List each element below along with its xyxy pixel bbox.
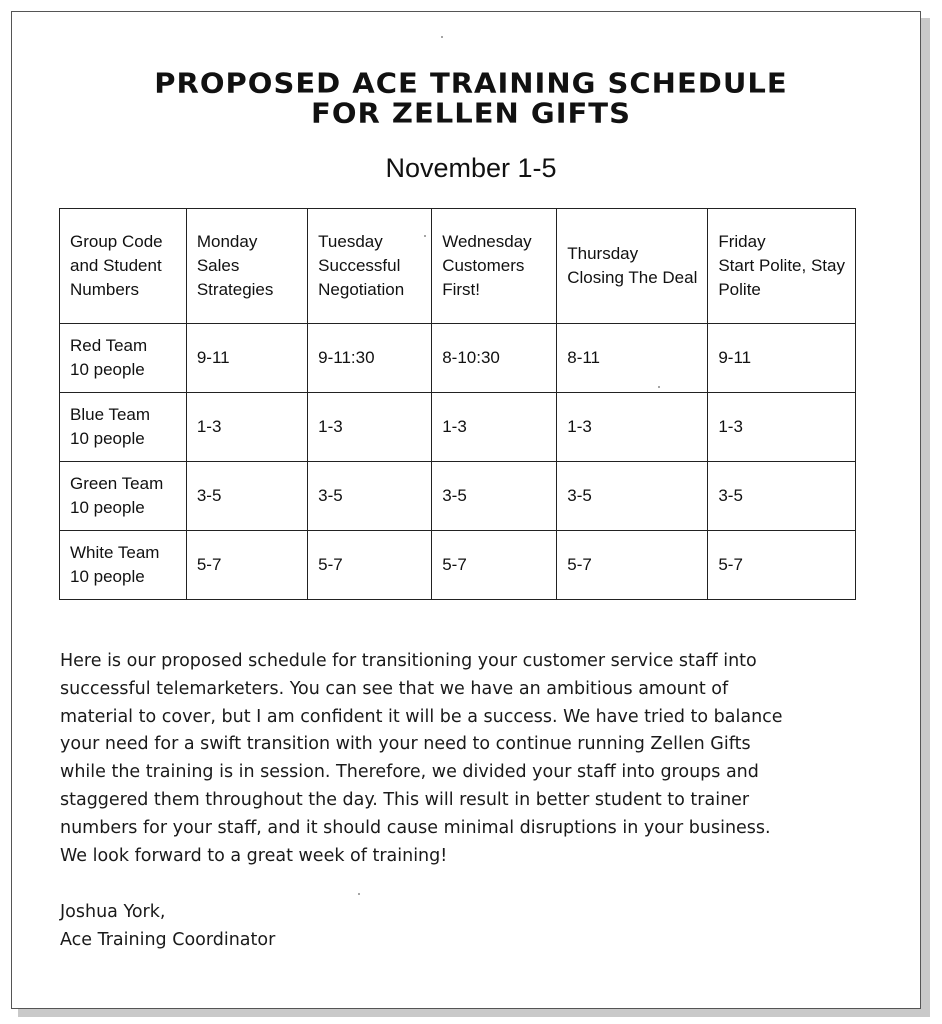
speck — [358, 893, 360, 895]
table-row — [60, 462, 856, 531]
signature-name: Joshua York, — [60, 902, 166, 922]
group-name: Blue Team — [70, 405, 151, 424]
date-range: November 1-5 — [385, 153, 557, 183]
time-cell: 3-5 — [432, 462, 557, 531]
header-line: Customers — [442, 256, 525, 275]
time-cell: 8-11 — [557, 324, 708, 393]
speck — [441, 36, 443, 38]
header-line: Negotiation — [318, 280, 405, 299]
header-tuesday — [308, 209, 432, 324]
header-friday — [708, 209, 856, 324]
paragraph-line: your need for a swift transition with your need to continue running Zellen Gifts — [60, 734, 751, 755]
time-cell: 3-5 — [708, 462, 856, 531]
table-row — [60, 531, 856, 600]
group-size: 10 people — [70, 498, 145, 517]
group-size: 10 people — [70, 360, 145, 379]
header-line: Monday — [196, 232, 258, 251]
time-cell: 8-10:30 — [432, 324, 557, 393]
header-line: First! — [442, 280, 480, 299]
group-size: 10 people — [70, 567, 145, 586]
header-thursday — [557, 209, 708, 324]
header-wednesday — [432, 209, 557, 324]
header-line: Tuesday — [318, 232, 383, 251]
time-cell: 9-11 — [708, 324, 856, 393]
header-line: and Student — [70, 256, 162, 275]
group-cell — [60, 324, 187, 393]
group-name: White Team — [70, 543, 160, 562]
header-line: Successful — [318, 256, 401, 275]
time-cell: 5-7 — [186, 531, 307, 600]
time-cell: 1-3 — [557, 393, 708, 462]
time-cell: 5-7 — [432, 531, 557, 600]
paragraph-line: staggered them throughout the day. This will result in better student to trainer — [60, 789, 750, 810]
group-cell — [60, 531, 187, 600]
schedule-table — [59, 208, 856, 600]
time-cell: 3-5 — [186, 462, 307, 531]
header-line: Sales — [196, 256, 240, 275]
paragraph-line: successful telemarketers. You can see that we have an ambitious amount of — [60, 678, 729, 699]
table-row — [60, 393, 856, 462]
header-line: Start Polite, Stay — [718, 256, 845, 275]
group-name: Red Team — [70, 336, 148, 355]
time-cell: 3-5 — [308, 462, 432, 531]
header-group-code — [60, 209, 187, 324]
paragraph-line: Here is our proposed schedule for transitioning your customer service staff into — [60, 651, 757, 671]
paragraph-line: We look forward to a great week of training! — [60, 845, 448, 866]
body-paragraph — [60, 648, 850, 870]
signature-role: Ace Training Coordinator — [60, 929, 276, 950]
header-line: Friday — [718, 232, 766, 251]
title-line-1: PROPOSED ACE TRAINING SCHEDULE — [154, 66, 788, 100]
time-cell: 1-3 — [308, 393, 432, 462]
paragraph-line: numbers for your staff, and it should cause minimal disruptions in your business. — [60, 817, 771, 838]
header-line: Group Code — [70, 232, 163, 251]
table-header-row — [60, 209, 856, 324]
document-title — [0, 68, 942, 128]
group-size: 10 people — [70, 429, 145, 448]
header-line: Wednesday — [442, 232, 532, 251]
time-cell: 5-7 — [308, 531, 432, 600]
header-monday — [186, 209, 307, 324]
signature-block — [60, 899, 275, 955]
time-cell: 5-7 — [708, 531, 856, 600]
header-line: Thursday — [567, 244, 639, 263]
group-cell — [60, 393, 187, 462]
group-cell — [60, 462, 187, 531]
time-cell: 1-3 — [708, 393, 856, 462]
time-cell: 1-3 — [432, 393, 557, 462]
group-name: Green Team — [70, 474, 164, 493]
table-row — [60, 324, 856, 393]
title-line-2: FOR ZELLEN GIFTS — [311, 96, 631, 130]
time-cell: 3-5 — [557, 462, 708, 531]
time-cell: 5-7 — [557, 531, 708, 600]
paragraph-line: while the training is in session. Therefore, we divided your staff into groups and — [60, 762, 759, 783]
time-cell: 9-11 — [186, 324, 307, 393]
time-cell: 9-11:30 — [308, 324, 432, 393]
header-line: Closing The Deal — [567, 268, 698, 287]
header-line: Strategies — [196, 280, 274, 299]
time-cell: 1-3 — [186, 393, 307, 462]
paragraph-line: material to cover, but I am confident it will be a success. We have tried to balance — [60, 706, 783, 727]
header-line: Polite — [718, 280, 761, 299]
header-line: Numbers — [70, 280, 139, 299]
